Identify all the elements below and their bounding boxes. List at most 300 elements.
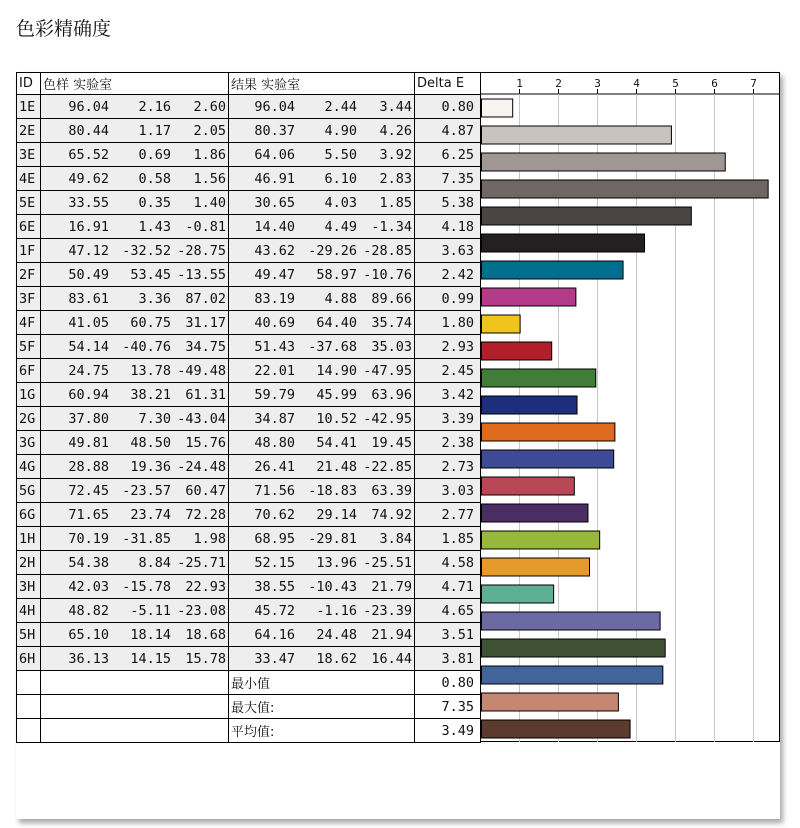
result-lab-values [229, 455, 415, 479]
target-lab-values [41, 167, 229, 191]
result-lab-l: 64.06 [254, 146, 295, 163]
patch-id: 1G [17, 383, 41, 407]
target-lab-l: 36.13 [68, 650, 109, 667]
target-lab-l: 49.62 [68, 170, 109, 187]
target-lab-values [41, 455, 229, 479]
bar-4H [482, 666, 663, 684]
target-lab-b: 61.31 [185, 386, 226, 403]
result-lab-values [229, 95, 415, 119]
delta-e-value: 5.38 [415, 191, 481, 215]
summary-value: 0.80 [415, 671, 481, 695]
result-lab-l: 33.47 [254, 650, 295, 667]
target-lab-b: -0.81 [185, 218, 226, 235]
target-lab-l: 50.49 [68, 266, 109, 283]
delta-e-value: 2.93 [415, 335, 481, 359]
result-lab-b: -25.51 [363, 554, 412, 571]
summary-empty-cell [17, 695, 41, 719]
target-lab-values [41, 143, 229, 167]
result-lab-l: 46.91 [254, 170, 295, 187]
result-lab-a: 21.48 [316, 458, 357, 475]
target-lab-a: 13.78 [130, 362, 171, 379]
tick-label: 5 [672, 77, 679, 90]
delta-e-value: 0.99 [415, 287, 481, 311]
result-lab-values [229, 287, 415, 311]
result-lab-l: 49.47 [254, 266, 295, 283]
summary-label: 最小值 [229, 671, 415, 695]
patch-id: 5G [17, 479, 41, 503]
delta-e-value: 0.80 [415, 95, 481, 119]
color-accuracy-table [16, 72, 481, 743]
patch-id: 3F [17, 287, 41, 311]
result-lab-b: -42.95 [363, 410, 412, 427]
target-lab-b: 2.60 [193, 98, 226, 115]
result-lab-values [229, 575, 415, 599]
result-lab-values [229, 311, 415, 335]
result-lab-values [229, 119, 415, 143]
target-lab-values [41, 623, 229, 647]
result-lab-l: 68.95 [254, 530, 295, 547]
result-lab-b: 63.39 [371, 482, 412, 499]
result-lab-values [229, 479, 415, 503]
target-lab-l: 65.52 [68, 146, 109, 163]
header-result-lab: 结果 实验室 [229, 73, 415, 95]
table-row [17, 503, 481, 527]
tick-label: 4 [633, 77, 640, 90]
patch-id: 6G [17, 503, 41, 527]
result-lab-b: 2.83 [379, 170, 412, 187]
patch-id: 5E [17, 191, 41, 215]
result-lab-a: 29.14 [316, 506, 357, 523]
summary-label: 最大值: [229, 695, 415, 719]
target-lab-values [41, 95, 229, 119]
target-lab-a: 7.30 [138, 410, 171, 427]
result-lab-values [229, 647, 415, 671]
bar-1G [482, 423, 615, 441]
delta-e-bar-chart [480, 72, 780, 743]
patch-id: 2H [17, 551, 41, 575]
result-lab-a: 4.03 [324, 194, 357, 211]
result-lab-b: 3.44 [379, 98, 412, 115]
result-lab-a: 4.90 [324, 122, 357, 139]
table-row [17, 287, 481, 311]
result-lab-values [229, 191, 415, 215]
bar-4E [482, 180, 769, 198]
target-lab-a: 1.17 [138, 122, 171, 139]
result-lab-l: 14.40 [254, 218, 295, 235]
result-lab-l: 59.79 [254, 386, 295, 403]
result-lab-b: 3.92 [379, 146, 412, 163]
target-lab-b: -43.04 [177, 410, 226, 427]
patch-id: 5F [17, 335, 41, 359]
result-lab-values [229, 359, 415, 383]
target-lab-a: -32.52 [122, 242, 171, 259]
bar-6G [482, 558, 590, 576]
summary-row [17, 695, 481, 719]
bar-2G [482, 450, 614, 468]
tick-label: 6 [711, 77, 718, 90]
result-lab-b: 21.79 [371, 578, 412, 595]
delta-e-value: 4.71 [415, 575, 481, 599]
target-lab-a: 2.16 [138, 98, 171, 115]
target-lab-l: 80.44 [68, 122, 109, 139]
target-lab-b: 2.05 [193, 122, 226, 139]
summary-value: 3.49 [415, 719, 481, 743]
target-lab-b: 87.02 [185, 290, 226, 307]
result-lab-a: 4.88 [324, 290, 357, 307]
result-lab-b: -23.39 [363, 602, 412, 619]
result-lab-values [229, 527, 415, 551]
target-lab-b: -24.48 [177, 458, 226, 475]
result-lab-a: -29.81 [308, 530, 357, 547]
patch-id: 2E [17, 119, 41, 143]
bar-5H [482, 693, 619, 711]
target-lab-values [41, 335, 229, 359]
result-lab-b: -1.34 [371, 218, 412, 235]
result-lab-a: 10.52 [316, 410, 357, 427]
result-lab-l: 43.62 [254, 242, 295, 259]
table-row [17, 431, 481, 455]
result-lab-b: 4.26 [379, 122, 412, 139]
target-lab-l: 24.75 [68, 362, 109, 379]
target-lab-values [41, 479, 229, 503]
delta-e-value: 2.77 [415, 503, 481, 527]
target-lab-l: 54.38 [68, 554, 109, 571]
bar-2F [482, 288, 576, 306]
result-lab-a: 64.40 [316, 314, 357, 331]
target-lab-l: 41.05 [68, 314, 109, 331]
result-lab-a: 2.44 [324, 98, 357, 115]
target-lab-a: -23.57 [122, 482, 171, 499]
bar-1H [482, 585, 554, 603]
table-row [17, 479, 481, 503]
result-lab-l: 51.43 [254, 338, 295, 355]
table-row [17, 599, 481, 623]
target-lab-values [41, 527, 229, 551]
target-lab-a: 1.43 [138, 218, 171, 235]
delta-e-value: 7.35 [415, 167, 481, 191]
result-lab-l: 96.04 [254, 98, 295, 115]
summary-empty-cell [41, 671, 229, 695]
table-row [17, 575, 481, 599]
target-lab-b: -49.48 [177, 362, 226, 379]
table-row [17, 647, 481, 671]
summary-empty-cell [41, 695, 229, 719]
target-lab-l: 47.12 [68, 242, 109, 259]
table-row [17, 383, 481, 407]
tick-label: 1 [516, 77, 523, 90]
delta-e-value: 2.38 [415, 431, 481, 455]
table-row [17, 527, 481, 551]
target-lab-b: -13.55 [177, 266, 226, 283]
delta-e-value: 3.63 [415, 239, 481, 263]
result-lab-l: 64.16 [254, 626, 295, 643]
page-title: 色彩精确度 [16, 18, 112, 40]
target-lab-l: 42.03 [68, 578, 109, 595]
patch-id: 6E [17, 215, 41, 239]
target-lab-l: 48.82 [68, 602, 109, 619]
result-lab-b: 3.84 [379, 530, 412, 547]
table-row [17, 407, 481, 431]
delta-e-value: 6.25 [415, 143, 481, 167]
target-lab-l: 28.88 [68, 458, 109, 475]
bar-3G [482, 477, 575, 495]
patch-id: 4F [17, 311, 41, 335]
table-row [17, 311, 481, 335]
patch-id: 2G [17, 407, 41, 431]
target-lab-values [41, 359, 229, 383]
patch-id: 1F [17, 239, 41, 263]
delta-e-value: 2.45 [415, 359, 481, 383]
delta-e-value: 3.39 [415, 407, 481, 431]
target-lab-l: 71.65 [68, 506, 109, 523]
table-row [17, 263, 481, 287]
target-lab-b: -25.71 [177, 554, 226, 571]
result-lab-l: 30.65 [254, 194, 295, 211]
patch-id: 3H [17, 575, 41, 599]
summary-empty-cell [17, 719, 41, 743]
result-lab-l: 70.62 [254, 506, 295, 523]
target-lab-values [41, 287, 229, 311]
target-lab-a: 53.45 [130, 266, 171, 283]
patch-id: 1E [17, 95, 41, 119]
result-lab-l: 22.01 [254, 362, 295, 379]
header-target-lab: 色样 实验室 [41, 73, 229, 95]
target-lab-b: 15.78 [185, 650, 226, 667]
table-row [17, 215, 481, 239]
target-lab-a: -31.85 [122, 530, 171, 547]
result-lab-values [229, 431, 415, 455]
delta-e-value: 2.73 [415, 455, 481, 479]
target-lab-l: 33.55 [68, 194, 109, 211]
target-lab-b: 1.40 [193, 194, 226, 211]
result-lab-b: 16.44 [371, 650, 412, 667]
target-lab-a: 38.21 [130, 386, 171, 403]
target-lab-values [41, 431, 229, 455]
target-lab-values [41, 503, 229, 527]
result-lab-l: 38.55 [254, 578, 295, 595]
target-lab-a: -40.76 [122, 338, 171, 355]
table-row [17, 143, 481, 167]
target-lab-a: -15.78 [122, 578, 171, 595]
target-lab-l: 72.45 [68, 482, 109, 499]
result-lab-a: 14.90 [316, 362, 357, 379]
delta-e-value: 3.42 [415, 383, 481, 407]
patch-id: 6F [17, 359, 41, 383]
table-row [17, 359, 481, 383]
result-lab-b: 63.96 [371, 386, 412, 403]
target-lab-a: 60.75 [130, 314, 171, 331]
target-lab-l: 54.14 [68, 338, 109, 355]
result-lab-a: 24.48 [316, 626, 357, 643]
delta-e-value: 4.18 [415, 215, 481, 239]
target-lab-b: 18.68 [185, 626, 226, 643]
target-lab-l: 49.81 [68, 434, 109, 451]
bar-4F [482, 342, 552, 360]
result-lab-a: -37.68 [308, 338, 357, 355]
table-row [17, 623, 481, 647]
result-lab-l: 48.80 [254, 434, 295, 451]
table-row [17, 455, 481, 479]
result-lab-a: 18.62 [316, 650, 357, 667]
header-delta-e: Delta E [415, 73, 481, 95]
bar-6F [482, 396, 578, 414]
table-row [17, 119, 481, 143]
patch-id: 1H [17, 527, 41, 551]
target-lab-values [41, 239, 229, 263]
target-lab-a: 14.15 [130, 650, 171, 667]
target-lab-values [41, 407, 229, 431]
target-lab-a: 18.14 [130, 626, 171, 643]
target-lab-a: 3.36 [138, 290, 171, 307]
target-lab-b: 15.76 [185, 434, 226, 451]
patch-id: 3G [17, 431, 41, 455]
target-lab-a: 0.35 [138, 194, 171, 211]
delta-e-value: 4.65 [415, 599, 481, 623]
target-lab-a: 0.69 [138, 146, 171, 163]
result-lab-a: -18.83 [308, 482, 357, 499]
header-id: ID [17, 73, 41, 95]
result-lab-values [229, 503, 415, 527]
patch-id: 5H [17, 623, 41, 647]
patch-id: 4G [17, 455, 41, 479]
patch-id: 2F [17, 263, 41, 287]
bar-6H [482, 720, 631, 738]
patch-id: 4H [17, 599, 41, 623]
target-lab-b: 60.47 [185, 482, 226, 499]
target-lab-a: 23.74 [130, 506, 171, 523]
result-lab-b: 35.03 [371, 338, 412, 355]
table-row [17, 335, 481, 359]
target-lab-l: 37.80 [68, 410, 109, 427]
target-lab-l: 70.19 [68, 530, 109, 547]
target-lab-a: 19.36 [130, 458, 171, 475]
result-lab-values [229, 263, 415, 287]
result-lab-l: 83.19 [254, 290, 295, 307]
result-lab-a: 4.49 [324, 218, 357, 235]
target-lab-a: -5.11 [130, 602, 171, 619]
result-lab-l: 26.41 [254, 458, 295, 475]
bar-2H [482, 612, 661, 630]
target-lab-b: 1.86 [193, 146, 226, 163]
tick-label: 7 [750, 77, 757, 90]
delta-e-value: 1.85 [415, 527, 481, 551]
target-lab-b: 1.98 [193, 530, 226, 547]
result-lab-values [229, 215, 415, 239]
result-lab-values [229, 143, 415, 167]
result-lab-l: 52.15 [254, 554, 295, 571]
bar-3E [482, 153, 726, 171]
target-lab-l: 96.04 [68, 98, 109, 115]
target-lab-l: 83.61 [68, 290, 109, 307]
result-lab-b: 1.85 [379, 194, 412, 211]
result-lab-l: 71.56 [254, 482, 295, 499]
target-lab-a: 48.50 [130, 434, 171, 451]
result-lab-values [229, 239, 415, 263]
result-lab-a: 5.50 [324, 146, 357, 163]
bar-2E [482, 126, 672, 144]
target-lab-b: 72.28 [185, 506, 226, 523]
result-lab-values [229, 599, 415, 623]
bar-4G [482, 504, 588, 522]
result-lab-values [229, 551, 415, 575]
result-lab-b: 74.92 [371, 506, 412, 523]
tick-label: 2 [555, 77, 562, 90]
summary-row [17, 671, 481, 695]
result-lab-values [229, 335, 415, 359]
bar-1E [482, 99, 513, 117]
target-lab-values [41, 383, 229, 407]
patch-id: 3E [17, 143, 41, 167]
target-lab-values [41, 119, 229, 143]
target-lab-b: -28.75 [177, 242, 226, 259]
result-lab-b: -28.85 [363, 242, 412, 259]
result-lab-a: 58.97 [316, 266, 357, 283]
target-lab-values [41, 575, 229, 599]
target-lab-a: 8.84 [138, 554, 171, 571]
bar-3F [482, 315, 521, 333]
delta-e-value: 3.51 [415, 623, 481, 647]
result-lab-l: 80.37 [254, 122, 295, 139]
result-lab-b: -10.76 [363, 266, 412, 283]
result-lab-a: -10.43 [308, 578, 357, 595]
target-lab-values [41, 311, 229, 335]
bar-3H [482, 639, 666, 657]
result-lab-a: 45.99 [316, 386, 357, 403]
target-lab-values [41, 599, 229, 623]
table-row [17, 167, 481, 191]
result-lab-l: 34.87 [254, 410, 295, 427]
target-lab-a: 0.58 [138, 170, 171, 187]
table-row [17, 551, 481, 575]
table-row [17, 95, 481, 119]
table-header-row [17, 73, 481, 95]
target-lab-l: 60.94 [68, 386, 109, 403]
table-row [17, 239, 481, 263]
target-lab-values [41, 215, 229, 239]
result-lab-b: 21.94 [371, 626, 412, 643]
delta-e-value: 3.03 [415, 479, 481, 503]
target-lab-b: 31.17 [185, 314, 226, 331]
result-lab-b: 35.74 [371, 314, 412, 331]
delta-e-value: 1.80 [415, 311, 481, 335]
result-lab-values [229, 623, 415, 647]
result-lab-a: 13.96 [316, 554, 357, 571]
result-lab-b: 89.66 [371, 290, 412, 307]
summary-label: 平均值: [229, 719, 415, 743]
result-lab-a: 54.41 [316, 434, 357, 451]
target-lab-values [41, 191, 229, 215]
target-lab-b: 34.75 [185, 338, 226, 355]
target-lab-b: -23.08 [177, 602, 226, 619]
target-lab-l: 65.10 [68, 626, 109, 643]
summary-empty-cell [17, 671, 41, 695]
result-lab-l: 45.72 [254, 602, 295, 619]
bar-1F [482, 261, 624, 279]
target-lab-b: 22.93 [185, 578, 226, 595]
bar-5E [482, 207, 692, 225]
bar-5F [482, 369, 596, 387]
result-lab-values [229, 383, 415, 407]
result-lab-b: -22.85 [363, 458, 412, 475]
delta-e-value: 4.87 [415, 119, 481, 143]
target-lab-b: 1.56 [193, 170, 226, 187]
result-lab-values [229, 167, 415, 191]
bar-6E [482, 234, 645, 252]
result-lab-a: -29.26 [308, 242, 357, 259]
target-lab-values [41, 263, 229, 287]
result-lab-values [229, 407, 415, 431]
delta-e-value: 2.42 [415, 263, 481, 287]
